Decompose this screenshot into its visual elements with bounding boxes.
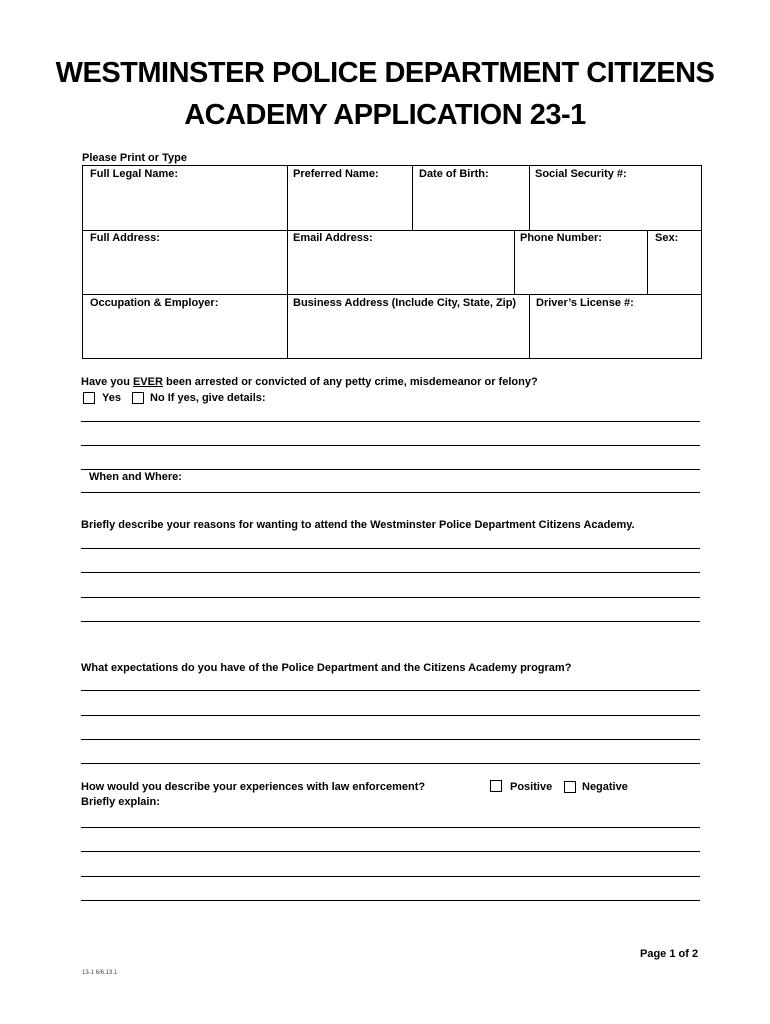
arrest-no-checkbox[interactable] — [132, 392, 144, 404]
answer-line[interactable] — [81, 445, 700, 446]
answer-line[interactable] — [81, 715, 700, 716]
col-divider — [529, 294, 530, 358]
answer-line[interactable] — [81, 621, 700, 622]
col-divider — [412, 166, 413, 230]
when-where-label: When and Where: — [89, 471, 182, 483]
full-legal-name-field[interactable]: Full Legal Name: — [90, 168, 179, 180]
answer-line[interactable] — [81, 827, 700, 828]
negative-label: Negative — [582, 781, 628, 793]
col-divider — [287, 230, 288, 294]
arrest-question — [81, 376, 538, 388]
arrest-question-pre: Have you — [81, 376, 133, 388]
business-address-field[interactable]: Business Address (Include City, State, Zip) — [293, 297, 517, 309]
explain-label: Briefly explain: — [81, 796, 160, 808]
page-title — [40, 52, 730, 136]
email-address-field[interactable]: Email Address: — [293, 232, 373, 244]
answer-line[interactable] — [81, 690, 700, 691]
arrest-yes-checkbox[interactable] — [83, 392, 95, 404]
answer-line[interactable] — [81, 876, 700, 877]
experience-question: How would you describe your experiences with law enforcement? — [81, 781, 426, 793]
date-of-birth-field[interactable]: Date of Birth: — [419, 168, 489, 180]
negative-checkbox[interactable] — [564, 781, 576, 793]
expectations-question: What expectations do you have of the Police Department and the Citizens Academy program? — [81, 662, 572, 674]
preferred-name-field[interactable]: Preferred Name: — [293, 168, 379, 180]
arrest-yes-label: Yes — [102, 392, 121, 404]
answer-line[interactable] — [81, 900, 700, 901]
arrest-no-label: No If yes, give details: — [150, 392, 266, 404]
row-divider — [83, 294, 701, 295]
page-number: Page 1 of 2 — [640, 948, 699, 960]
positive-checkbox[interactable] — [490, 780, 502, 792]
occupation-employer-field[interactable]: Occupation & Employer: — [90, 297, 219, 309]
print-instructions: Please Print or Type — [82, 152, 187, 164]
arrest-question-emph: EVER — [132, 376, 163, 388]
answer-line[interactable] — [81, 851, 700, 852]
title-line-1: WESTMINSTER POLICE DEPARTMENT CITIZENS — [55, 57, 715, 89]
col-divider — [514, 230, 515, 294]
col-divider — [287, 166, 288, 230]
answer-line[interactable] — [81, 597, 700, 598]
drivers-license-field[interactable]: Driver’s License #: — [536, 297, 634, 309]
col-divider — [529, 166, 530, 230]
arrest-question-post: been arrested or convicted of any petty crime, misdemeanor or felony? — [162, 376, 538, 388]
full-address-field[interactable]: Full Address: — [90, 232, 160, 244]
answer-line[interactable] — [81, 421, 700, 422]
answer-line[interactable] — [81, 548, 700, 549]
title-line-2: ACADEMY APPLICATION 23-1 — [184, 99, 586, 131]
social-security-field[interactable]: Social Security #: — [535, 168, 627, 180]
answer-line[interactable] — [81, 763, 700, 764]
answer-line[interactable] — [81, 739, 700, 740]
positive-label: Positive — [510, 781, 553, 793]
col-divider — [287, 294, 288, 358]
row-divider — [83, 230, 701, 231]
answer-line[interactable] — [81, 492, 700, 493]
reasons-question: Briefly describe your reasons for wanting to attend the Westminster Police Department Citizens Academy. — [81, 519, 635, 531]
col-divider — [647, 230, 648, 294]
answer-line[interactable] — [81, 469, 700, 470]
phone-number-field[interactable]: Phone Number: — [520, 232, 602, 244]
sex-field[interactable]: Sex: — [655, 232, 679, 244]
answer-line[interactable] — [81, 572, 700, 573]
applicant-info-table — [82, 165, 702, 359]
form-code: 13-1 6/6.13.1 — [82, 970, 118, 976]
